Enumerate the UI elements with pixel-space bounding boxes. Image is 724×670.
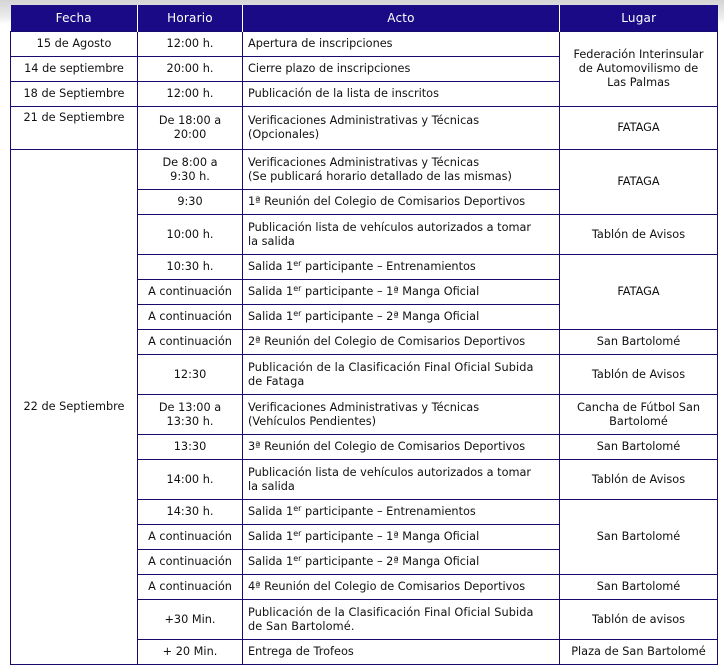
cell-acto: Entrega de Trofeos	[243, 640, 560, 665]
cell-acto	[243, 500, 560, 525]
column-header-fecha: Fecha	[11, 5, 138, 32]
cell-acto	[243, 150, 560, 190]
cell-horario: A continuación	[138, 575, 243, 600]
cell-horario: A continuación	[138, 525, 243, 550]
acto-superscript: er	[293, 554, 302, 563]
cell-horario: + 20 Min.	[138, 640, 243, 665]
acto-text: Salida 1	[248, 530, 294, 543]
cell-fecha: 21 de Septiembre	[11, 107, 138, 150]
cell-acto	[243, 525, 560, 550]
cell-acto	[243, 460, 560, 500]
cell-acto: 1ª Reunión del Colegio de Comisarios Deportivos	[243, 190, 560, 215]
cell-acto	[243, 305, 560, 330]
cell-horario: +30 Min.	[138, 600, 243, 640]
acto-line: Publicación lista de vehículos autorizados a tomar	[248, 465, 532, 479]
cell-acto: 2ª Reunión del Colegio de Comisarios Deportivos	[243, 330, 560, 355]
lugar-line: Bartolomé	[609, 414, 668, 428]
cell-horario: 13:30	[138, 435, 243, 460]
horario-line: De 18:00 a	[158, 114, 222, 127]
cell-lugar: San Bartolomé	[560, 330, 718, 355]
cell-acto: Apertura de inscripciones	[243, 32, 560, 57]
cell-horario: A continuación	[138, 330, 243, 355]
acto-line: (Opcionales)	[248, 128, 320, 141]
cell-lugar: FATAGA	[560, 107, 718, 150]
horario-line: 13:30 h.	[166, 414, 214, 428]
cell-fecha: 18 de Septiembre	[11, 82, 138, 107]
acto-text: Salida 1	[248, 285, 294, 298]
table-header-row	[11, 5, 718, 32]
cell-horario	[138, 107, 243, 150]
acto-line: de San Bartolomé.	[248, 619, 355, 633]
lugar-line: de Automovilismo de	[578, 62, 699, 75]
cell-horario: 12:00 h.	[138, 32, 243, 57]
table-row	[11, 107, 718, 150]
acto-superscript: er	[293, 259, 302, 268]
acto-superscript: er	[293, 529, 302, 538]
table-row	[11, 150, 718, 190]
acto-line: la salida	[248, 479, 295, 493]
acto-text: participante – Entrenamientos	[301, 260, 476, 273]
cell-acto	[243, 600, 560, 640]
acto-superscript: er	[293, 284, 302, 293]
acto-text: participante – 2ª Manga Oficial	[301, 555, 480, 568]
cell-lugar: San Bartolomé	[560, 435, 718, 460]
cell-lugar	[560, 32, 718, 107]
cell-lugar: FATAGA	[560, 255, 718, 330]
acto-superscript: er	[293, 504, 302, 513]
cell-fecha: 15 de Agosto	[11, 32, 138, 57]
cell-horario: A continuación	[138, 280, 243, 305]
cell-fecha: 14 de septiembre	[11, 57, 138, 82]
cell-horario: 10:00 h.	[138, 215, 243, 255]
acto-text: Salida 1	[248, 505, 294, 518]
acto-line: la salida	[248, 234, 295, 248]
acto-line: Publicación lista de vehículos autorizados a tomar	[248, 220, 532, 234]
cell-lugar: Tablón de avisos	[560, 600, 718, 640]
cell-lugar: San Bartolomé	[560, 575, 718, 600]
cell-horario	[138, 150, 243, 190]
cell-fecha: 22 de Septiembre	[11, 150, 138, 665]
cell-acto	[243, 215, 560, 255]
cell-lugar: Plaza de San Bartolomé	[560, 640, 718, 665]
acto-text: participante – 1ª Manga Oficial	[301, 530, 480, 543]
cell-acto	[243, 355, 560, 395]
cell-acto	[243, 280, 560, 305]
acto-text: participante – Entrenamientos	[301, 505, 476, 518]
acto-line: Verificaciones Administrativas y Técnicas	[248, 155, 480, 169]
cell-horario: 12:30	[138, 355, 243, 395]
cell-lugar: Tablón de Avisos	[560, 460, 718, 500]
acto-line: Verificaciones Administrativas y Técnicas	[248, 114, 480, 127]
cell-lugar: FATAGA	[560, 150, 718, 215]
acto-text: Salida 1	[248, 260, 294, 273]
cell-horario: A continuación	[138, 550, 243, 575]
cell-acto	[243, 550, 560, 575]
cell-horario: 9:30	[138, 190, 243, 215]
cell-acto: 3ª Reunión del Colegio de Comisarios Deportivos	[243, 435, 560, 460]
cell-acto: 4ª Reunión del Colegio de Comisarios Deportivos	[243, 575, 560, 600]
acto-line: (Vehículos Pendientes)	[248, 414, 377, 428]
acto-line: Verificaciones Administrativas y Técnicas	[248, 400, 480, 414]
column-header-horario: Horario	[138, 5, 243, 32]
cell-acto: Cierre plazo de inscripciones	[243, 57, 560, 82]
horario-line: De 13:00 a	[158, 400, 222, 414]
cell-horario: 12:00 h.	[138, 82, 243, 107]
cell-acto	[243, 107, 560, 150]
cell-acto: Publicación de la lista de inscritos	[243, 82, 560, 107]
acto-text: Salida 1	[248, 310, 294, 323]
cell-lugar: Tablón de Avisos	[560, 215, 718, 255]
cell-horario: A continuación	[138, 305, 243, 330]
lugar-line: Las Palmas	[607, 76, 670, 89]
cell-lugar	[560, 395, 718, 435]
cell-horario	[138, 395, 243, 435]
cell-horario: 20:00 h.	[138, 57, 243, 82]
acto-line: de Fataga	[248, 374, 305, 388]
column-header-acto: Acto	[243, 5, 560, 32]
table-row	[11, 32, 718, 57]
cell-lugar: Tablón de Avisos	[560, 355, 718, 395]
acto-text: participante – 2ª Manga Oficial	[301, 310, 480, 323]
cell-acto	[243, 395, 560, 435]
acto-line: Publicación de la Clasificación Final Oficial Subida	[248, 605, 534, 619]
acto-text: participante – 1ª Manga Oficial	[301, 285, 480, 298]
horario-line: 20:00	[173, 128, 207, 141]
horario-line: De 8:00 a	[162, 155, 218, 169]
column-header-lugar: Lugar	[560, 5, 718, 32]
acto-text: Salida 1	[248, 555, 294, 568]
lugar-line: Federación Interinsular	[573, 48, 704, 61]
acto-line: (Se publicará horario detallado de las mismas)	[248, 169, 512, 183]
acto-superscript: er	[293, 309, 302, 318]
acto-line: Publicación de la Clasificación Final Oficial Subida	[248, 360, 534, 374]
horario-line: 9:30 h.	[170, 169, 210, 183]
event-schedule-table	[10, 5, 718, 665]
lugar-line: Cancha de Fútbol San	[576, 400, 701, 414]
cell-horario: 14:00 h.	[138, 460, 243, 500]
cell-horario: 10:30 h.	[138, 255, 243, 280]
cell-horario: 14:30 h.	[138, 500, 243, 525]
cell-lugar: San Bartolomé	[560, 500, 718, 575]
cell-acto	[243, 255, 560, 280]
